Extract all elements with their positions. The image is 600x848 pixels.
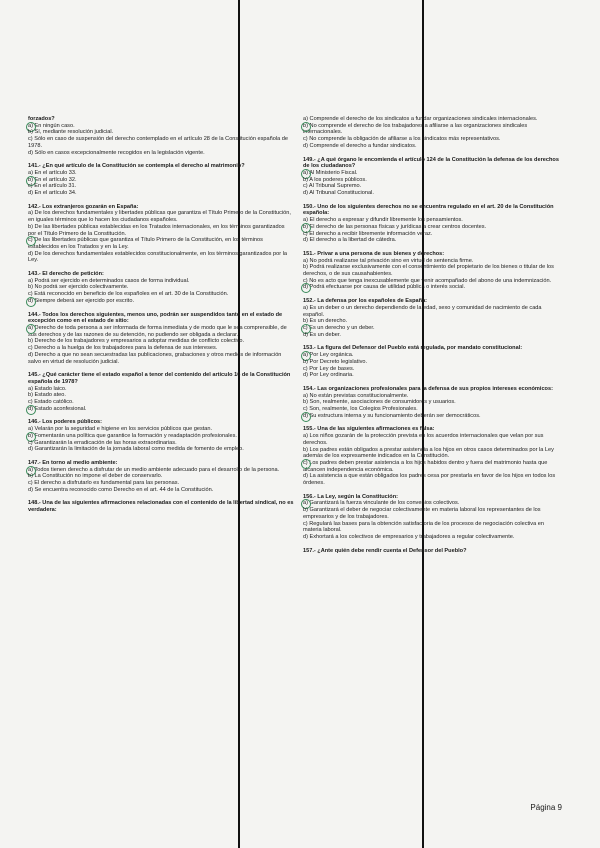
question-title: 142.- Los extranjeros gozarán en España: bbox=[28, 203, 139, 210]
answer-option: b) La Constitución no impone el deber de conservarlo. bbox=[28, 473, 163, 480]
question-block bbox=[303, 116, 561, 150]
question-title: 151.- Privar a una persona de sus bienes y derechos: bbox=[303, 250, 445, 257]
answer-option: forzados? bbox=[28, 116, 55, 122]
answer-option-marked: b) En el artículo 32. bbox=[28, 177, 294, 184]
answer-option: d) Al Tribunal Constitucional. bbox=[303, 190, 374, 197]
answer-option: d) La asistencia a que están obligados los padres cesa por prestarla en favor de los hijos en todos los órdenes. bbox=[303, 473, 556, 487]
question-block bbox=[303, 251, 561, 291]
answer-option: a) El derecho a expresar y difundir libremente los pensamientos. bbox=[303, 217, 463, 224]
question-title: 143.- El derecho de petición: bbox=[28, 271, 104, 278]
question-title: 147.- En torno al medio ambiente: bbox=[28, 459, 118, 466]
right-column bbox=[303, 116, 561, 561]
answer-option: d) De los derechos fundamentales establecidos constitucionalmente, en los términos garantizados por la Ley. bbox=[28, 250, 288, 264]
answer-option: d) En el artículo 34. bbox=[28, 190, 77, 197]
answer-option: a) Es un deber o un derecho dependiendo de la edad, sexo y comunidad de nacimiento de cada español. bbox=[303, 304, 542, 318]
answer-option-marked: a) Derecho de toda persona a ser informada de forma inmediata y de modo que le sea comprensible, de sus derechos y de las razones de su detención, no pudiendo ser obligada a declarar. bbox=[28, 325, 294, 338]
question-title: 157.- ¿Ante quién debe rendir cuenta el Defensor del Pueblo? bbox=[303, 547, 467, 554]
answer-option: c) En el artículo 31. bbox=[28, 183, 77, 190]
question-title: 141.- ¿En qué artículo de la Constitución se contempla el derecho al matrimonio? bbox=[28, 163, 245, 170]
answer-option: a) Comprende el derecho de los sindicatos a fundar organizaciones sindicales internacionales. bbox=[303, 116, 538, 122]
answer-option: d) Por Ley ordinaria. bbox=[303, 372, 354, 379]
answer-option: b) Son, realmente, asociaciones de consumidores y usuarios. bbox=[303, 399, 456, 406]
question-block bbox=[303, 204, 561, 244]
answer-option: d) Comprende el derecho a fundar sindicatos. bbox=[303, 142, 417, 149]
question-block bbox=[303, 426, 561, 486]
answer-option-marked: a) En ningún caso. bbox=[28, 123, 294, 130]
question-title: 150.- Uno de los siguientes derechos no se encuentra regulado en el art. 20 de la Constitución española: bbox=[303, 203, 554, 217]
answer-option: c) Está reconocido en beneficio de los españoles en el art. 30 de la Constitución. bbox=[28, 291, 229, 298]
answer-option: a) No están previstas constitucionalmente. bbox=[303, 392, 409, 399]
answer-option-marked: c) Es un derecho y un deber. bbox=[303, 325, 561, 332]
answer-option: c) Por Ley de bases. bbox=[303, 365, 355, 372]
question-title: 154.- Las organizaciones profesionales para la defensa de sus propios intereses económicos: bbox=[303, 385, 553, 392]
page-number: Página 9 bbox=[530, 803, 562, 812]
question-title: 152.- La defensa por los españoles de España: bbox=[303, 298, 428, 305]
question-title: 149.- ¿A qué órgano le encomienda el artículo 124 de la Constitución la defensa de los derechos de los ciudadanos? bbox=[303, 156, 559, 170]
answer-option: c) Al Tribunal Supremo. bbox=[303, 183, 362, 190]
question-block bbox=[28, 372, 294, 412]
answer-option: b) A los poderes públicos. bbox=[303, 176, 367, 183]
answer-option: d) Es un deber. bbox=[303, 331, 341, 338]
question-title: 153.- La figura del Defensor del Pueblo está regulada, por mandato constitucional: bbox=[303, 345, 523, 352]
question-block bbox=[303, 345, 561, 379]
question-block bbox=[303, 494, 561, 541]
answer-option: b) Sí, mediante resolución judicial. bbox=[28, 129, 114, 136]
answer-option-marked: d) Su estructura interna y su funcionamiento deberán ser democráticos. bbox=[303, 413, 561, 420]
answer-option: c) Sólo en caso de suspensión del derecho contemplado en el artículo 28 de la Constitución española de 1978. bbox=[28, 136, 288, 149]
answer-option: b) Los padres están obligados a prestar asistencia a los hijos en otros casos determinados por la Ley además de los expresamente indicados en la Constitución. bbox=[303, 446, 554, 460]
left-column bbox=[28, 116, 294, 521]
question-title: 155.- Una de las siguientes afirmaciones es falsa: bbox=[303, 426, 435, 433]
answer-option: a) Velarán por la seguridad e higiene en los servicios públicos que gestan. bbox=[28, 426, 213, 433]
answer-option: b) Por Decreto legislativo. bbox=[303, 358, 368, 365]
answer-option: a) No podrá realizarse tal privación sino en virtud de sentencia firme. bbox=[303, 257, 474, 264]
answer-option-marked: c) De las libertades públicas que garantiza el Título Primero de la Constitución, en los términos establecidos en los Tratados y en la Ley. bbox=[28, 237, 294, 250]
answer-option-marked: a) Por Ley orgánica. bbox=[303, 352, 561, 359]
question-title: 144.- Todos los derechos siguientes, menos uno, podrán ser suspendidos tanto en el estado de excepción como en el estado de sitio: bbox=[28, 311, 283, 325]
answer-option: c) El derecho a recibir libremente información veraz. bbox=[303, 230, 433, 237]
answer-option: b) Derecho de los trabajadores y empresarios a adoptar medidas de conflicto colectivo. bbox=[28, 338, 245, 345]
question-block bbox=[28, 419, 294, 453]
answer-option: b) Es un derecho. bbox=[303, 318, 348, 325]
answer-option: b) Podrá realizarse exclusivamente con el consentimiento del propietario de los bienes o titular de los derechos, o de sus causahabientes. bbox=[303, 264, 554, 278]
question-title: 148.- Una de las siguientes afirmaciones relacionadas con el contenido de la libertad sindical, no es verdadera: bbox=[28, 500, 294, 514]
answer-option: c) Regulará las bases para la obtención satisfactoria de los procesos de negociación colectiva en materia laboral. bbox=[303, 520, 544, 534]
answer-option: d) Exhortará a los colectivos de empresarios y trabajadores a regular colectivamente. bbox=[303, 533, 515, 540]
question-block bbox=[28, 271, 294, 305]
question-block bbox=[303, 548, 561, 555]
answer-option-marked: a) Garantizará la fuerza vinculante de los convenios colectivos. bbox=[303, 500, 561, 507]
answer-option: c) No es acto que tenga inexcusablemente que venir acompañado del abono de una indemnización. bbox=[303, 277, 552, 284]
answer-option: a) En el artículo 33. bbox=[28, 169, 77, 176]
answer-option: b) No podrá ser ejercido colectivamente. bbox=[28, 284, 129, 291]
question-block bbox=[28, 163, 294, 197]
answer-option-marked: a) Todos tienen derecho a disfrutar de un medio ambiente adecuado para el desarrollo de la persona. bbox=[28, 467, 294, 474]
answer-option: c) El derecho a disfrutarlo es fundamental para las personas. bbox=[28, 480, 180, 487]
answer-option: c) Estado católico. bbox=[28, 399, 74, 406]
answer-option: d) Derecho a que no sean secuestradas las publicaciones, grabaciones y otros medios de información salvo en virtud de resolución judicial. bbox=[28, 351, 282, 365]
question-block bbox=[28, 312, 294, 366]
question-block bbox=[303, 157, 561, 197]
question-block bbox=[28, 204, 294, 264]
answer-option-marked: b) No comprende el derecho de los trabajadores a afiliarse a las organizaciones sindicales internacionales. bbox=[303, 123, 561, 136]
answer-option: a) Podrá ser ejercido en determinados casos de forma individual. bbox=[28, 277, 190, 284]
question-block bbox=[28, 116, 294, 156]
answer-option: b) Garantizará el deber de negociar colectivamente en materia laboral los representantes de los empresarios y de los trabajadores. bbox=[303, 507, 541, 520]
answer-option: d) El derecho a la libertad de cátedra. bbox=[303, 237, 397, 244]
question-block bbox=[303, 298, 561, 338]
answer-option: a) Los niños gozarán de la protección prevista en los acuerdos internacionales que velan por sus derechos. bbox=[303, 433, 544, 446]
answer-option-marked: d) Siempre deberá ser ejercido por escrito. bbox=[28, 298, 294, 305]
question-block bbox=[303, 386, 561, 420]
answer-option: a) Estado laico. bbox=[28, 385, 67, 392]
answer-option: d) Garantizarán la limitación de la jornada laboral como medida de fomento de empleo. bbox=[28, 446, 244, 453]
answer-option: d) Sólo en casos excepcionalmente recogidos en la legislación vigente. bbox=[28, 149, 205, 156]
answer-option-marked: d) Podrá efectuarse por causa de utilidad pública o interés social. bbox=[303, 284, 561, 291]
question-title: 145.- ¿Qué carácter tiene el estado español a tenor del contenido del artículo 16 de la Constitución española de 1978? bbox=[28, 372, 291, 385]
question-block bbox=[28, 460, 294, 494]
question-title: 146.- Los poderes públicos: bbox=[28, 419, 102, 426]
answer-option: c) No comprende la obligación de afiliarse a los sindicatos más representativos. bbox=[303, 136, 501, 143]
question-block bbox=[28, 500, 294, 513]
answer-option-marked: d) Estado aconfesional. bbox=[28, 406, 294, 413]
answer-option-marked: b) Fomentarán una política que garantice la formación y readaptación profesionales. bbox=[28, 433, 294, 440]
answer-option-marked: c) Los padres deben prestar asistencia a los hijos habidos dentro y fuera del matrimonio hasta que alcancen independencia económica. bbox=[303, 460, 561, 473]
answer-option: a) De los derechos fundamentales y libertades públicas que garantiza el Título Primero de la Constitución, en iguales términos que lo hacen los ciudadanos españoles. bbox=[28, 210, 291, 224]
answer-option: d) Se encuentra reconocido como Derecho en el art. 44 de la Constitución. bbox=[28, 486, 214, 493]
answer-option-marked: a) Al Ministerio Fiscal. bbox=[303, 170, 561, 177]
answer-option: b) Estado ateo. bbox=[28, 392, 66, 399]
answer-option-marked: b) El derecho de las personas físicas y jurídicas a crear centros docentes. bbox=[303, 224, 561, 231]
answer-option: c) Son, realmente, los Colegios Profesionales. bbox=[303, 406, 418, 413]
question-title: 156.- La Ley, según la Constitución: bbox=[303, 493, 399, 500]
answer-option: b) De las libertades públicas establecidas en los Tratados internacionales, en los términos garantizados por el Título Primero de la Constitución. bbox=[28, 223, 285, 237]
answer-option: c) Garantizarán la erradicación de las horas extraordinarias. bbox=[28, 439, 177, 446]
answer-option: c) Derecho a la huelga de los trabajadores para la defensa de sus intereses. bbox=[28, 345, 218, 352]
